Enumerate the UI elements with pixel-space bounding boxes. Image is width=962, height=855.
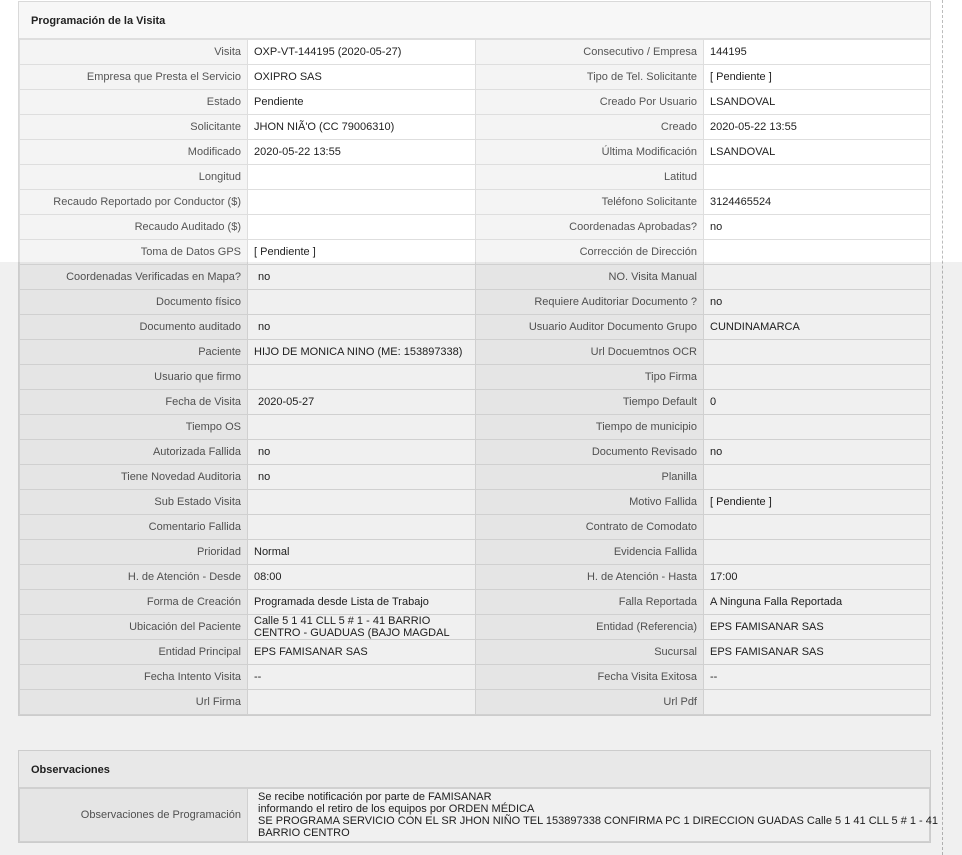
field-label: Empresa que Presta el Servicio [20, 65, 248, 90]
field-value [704, 540, 931, 565]
visit-programming-title: Programación de la Visita [19, 2, 930, 39]
field-label: Fecha de Visita [20, 390, 248, 415]
field-value [704, 515, 931, 540]
field-value [248, 215, 476, 240]
observations-table [19, 788, 938, 842]
field-value [704, 265, 931, 290]
field-value [704, 690, 931, 715]
field-value [248, 490, 476, 515]
field-value [704, 240, 931, 265]
table-row [20, 540, 931, 565]
field-value: EPS FAMISANAR SAS [248, 640, 476, 665]
field-value: [ Pendiente ] [248, 240, 476, 265]
field-label: Url Docuemtnos OCR [476, 340, 704, 365]
field-label: Tipo de Tel. Solicitante [476, 65, 704, 90]
observations-panel [18, 750, 938, 843]
field-label: Url Firma [20, 690, 248, 715]
field-label: Consecutivo / Empresa [476, 40, 704, 65]
field-value: 0 [704, 390, 931, 415]
table-row [20, 315, 931, 340]
field-label: Modificado [20, 140, 248, 165]
field-value: no [248, 465, 476, 490]
field-label: Latitud [476, 165, 704, 190]
table-row [20, 190, 931, 215]
field-label: Teléfono Solicitante [476, 190, 704, 215]
field-label: Fecha Visita Exitosa [476, 665, 704, 690]
field-label: Forma de Creación [20, 590, 248, 615]
field-label: Prioridad [20, 540, 248, 565]
field-value: [ Pendiente ] [704, 490, 931, 515]
field-value: 08:00 [248, 565, 476, 590]
field-value [704, 340, 931, 365]
field-label: Creado Por Usuario [476, 90, 704, 115]
field-label: Documento Revisado [476, 440, 704, 465]
field-label: Longitud [20, 165, 248, 190]
table-row [20, 215, 931, 240]
observations-value [248, 789, 938, 842]
field-value: -- [248, 665, 476, 690]
table-row [20, 789, 930, 842]
table-row [20, 40, 931, 65]
table-row [20, 165, 931, 190]
dashed-divider [942, 0, 943, 855]
field-value: A Ninguna Falla Reportada [704, 590, 931, 615]
field-value: JHON NIÃ'O (CC 79006310) [248, 115, 476, 140]
table-row [20, 415, 931, 440]
field-label: Autorizada Fallida [20, 440, 248, 465]
field-label: Tiempo Default [476, 390, 704, 415]
field-label: Tiene Novedad Auditoria [20, 465, 248, 490]
field-value [248, 515, 476, 540]
field-value: Normal [248, 540, 476, 565]
field-value: EPS FAMISANAR SAS [704, 640, 931, 665]
field-label: Evidencia Fallida [476, 540, 704, 565]
table-row [20, 65, 931, 90]
table-row [20, 115, 931, 140]
table-row [20, 565, 931, 590]
observation-line: Se recibe notificación por parte de FAMISANAR [258, 791, 492, 803]
field-value: HIJO DE MONICA NINO (ME: 153897338) [248, 340, 476, 365]
field-value: no [704, 290, 931, 315]
table-row [20, 90, 931, 115]
table-row [20, 615, 931, 640]
field-label: Tipo Firma [476, 365, 704, 390]
field-label: Sub Estado Visita [20, 490, 248, 515]
table-row [20, 490, 931, 515]
field-value-line: CENTRO - GUADUAS (BAJO MAGDAL [254, 627, 450, 639]
field-value: -- [704, 665, 931, 690]
observations-label: Observaciones de Programación [20, 789, 248, 842]
table-row [20, 240, 931, 265]
field-label: Tiempo de municipio [476, 415, 704, 440]
observations-title: Observaciones [19, 751, 930, 788]
field-value [248, 165, 476, 190]
field-label: Tiempo OS [20, 415, 248, 440]
table-row [20, 590, 931, 615]
table-row [20, 290, 931, 315]
table-row [20, 690, 931, 715]
field-value [704, 165, 931, 190]
field-label: Paciente [20, 340, 248, 365]
field-label: Motivo Fallida [476, 490, 704, 515]
field-label: NO. Visita Manual [476, 265, 704, 290]
field-value: EPS FAMISANAR SAS [704, 615, 931, 640]
field-label: Estado [20, 90, 248, 115]
field-value: OXP-VT-144195 (2020-05-27) [248, 40, 476, 65]
field-value [248, 290, 476, 315]
field-label: Solicitante [20, 115, 248, 140]
field-value: Programada desde Lista de Trabajo [248, 590, 476, 615]
table-row [20, 440, 931, 465]
field-value: LSANDOVAL [704, 90, 931, 115]
field-label: Visita [20, 40, 248, 65]
field-label: Planilla [476, 465, 704, 490]
table-row [20, 665, 931, 690]
field-label: Contrato de Comodato [476, 515, 704, 540]
field-label: H. de Atención - Desde [20, 565, 248, 590]
visit-details-table [19, 39, 931, 715]
field-value: no [248, 440, 476, 465]
field-value: 3124465524 [704, 190, 931, 215]
field-label: Recaudo Reportado por Conductor ($) [20, 190, 248, 215]
field-value: no [704, 440, 931, 465]
field-value: no [704, 215, 931, 240]
observation-line: BARRIO CENTRO [258, 827, 350, 839]
field-label: Documento auditado [20, 315, 248, 340]
field-label: Corrección de Dirección [476, 240, 704, 265]
visit-programming-panel [18, 1, 931, 716]
field-label: H. de Atención - Hasta [476, 565, 704, 590]
table-row [20, 465, 931, 490]
field-label: Sucursal [476, 640, 704, 665]
field-value [248, 615, 476, 640]
table-row [20, 365, 931, 390]
observation-line: SE PROGRAMA SERVICIO CON EL SR JHON NIÑO TEL 153897338 CONFIRMA PC 1 DIRECCION GUADAS Calle 5 1 41 CLL 5 # 1 - 41 [258, 815, 938, 827]
field-label: Coordenadas Verificadas en Mapa? [20, 265, 248, 290]
field-value: no [248, 265, 476, 290]
field-label: Entidad Principal [20, 640, 248, 665]
field-value [704, 465, 931, 490]
field-value: [ Pendiente ] [704, 65, 931, 90]
field-label: Documento físico [20, 290, 248, 315]
field-value: 144195 [704, 40, 931, 65]
field-value: 2020-05-22 13:55 [704, 115, 931, 140]
table-row [20, 390, 931, 415]
field-value: CUNDINAMARCA [704, 315, 931, 340]
field-value: 2020-05-27 [248, 390, 476, 415]
field-label: Recaudo Auditado ($) [20, 215, 248, 240]
field-label: Última Modificación [476, 140, 704, 165]
field-label: Entidad (Referencia) [476, 615, 704, 640]
observation-line: informando el retiro de los equipos por ORDEN MÉDICA [258, 803, 535, 815]
table-row [20, 515, 931, 540]
field-value [248, 365, 476, 390]
field-label: Ubicación del Paciente [20, 615, 248, 640]
table-row [20, 140, 931, 165]
field-value: 17:00 [704, 565, 931, 590]
field-value [704, 415, 931, 440]
field-label: Url Pdf [476, 690, 704, 715]
table-row [20, 265, 931, 290]
field-value [248, 690, 476, 715]
field-value: LSANDOVAL [704, 140, 931, 165]
field-value-line: Calle 5 1 41 CLL 5 # 1 - 41 BARRIO [254, 615, 431, 627]
field-value: OXIPRO SAS [248, 65, 476, 90]
field-label: Usuario que firmo [20, 365, 248, 390]
field-label: Falla Reportada [476, 590, 704, 615]
field-label: Fecha Intento Visita [20, 665, 248, 690]
field-label: Coordenadas Aprobadas? [476, 215, 704, 240]
field-value [248, 190, 476, 215]
field-value: Pendiente [248, 90, 476, 115]
table-row [20, 340, 931, 365]
field-label: Toma de Datos GPS [20, 240, 248, 265]
field-value [704, 365, 931, 390]
field-label: Creado [476, 115, 704, 140]
field-value: no [248, 315, 476, 340]
field-value: 2020-05-22 13:55 [248, 140, 476, 165]
field-label: Usuario Auditor Documento Grupo [476, 315, 704, 340]
field-label: Requiere Auditoriar Documento ? [476, 290, 704, 315]
table-row [20, 640, 931, 665]
field-label: Comentario Fallida [20, 515, 248, 540]
field-value [248, 415, 476, 440]
